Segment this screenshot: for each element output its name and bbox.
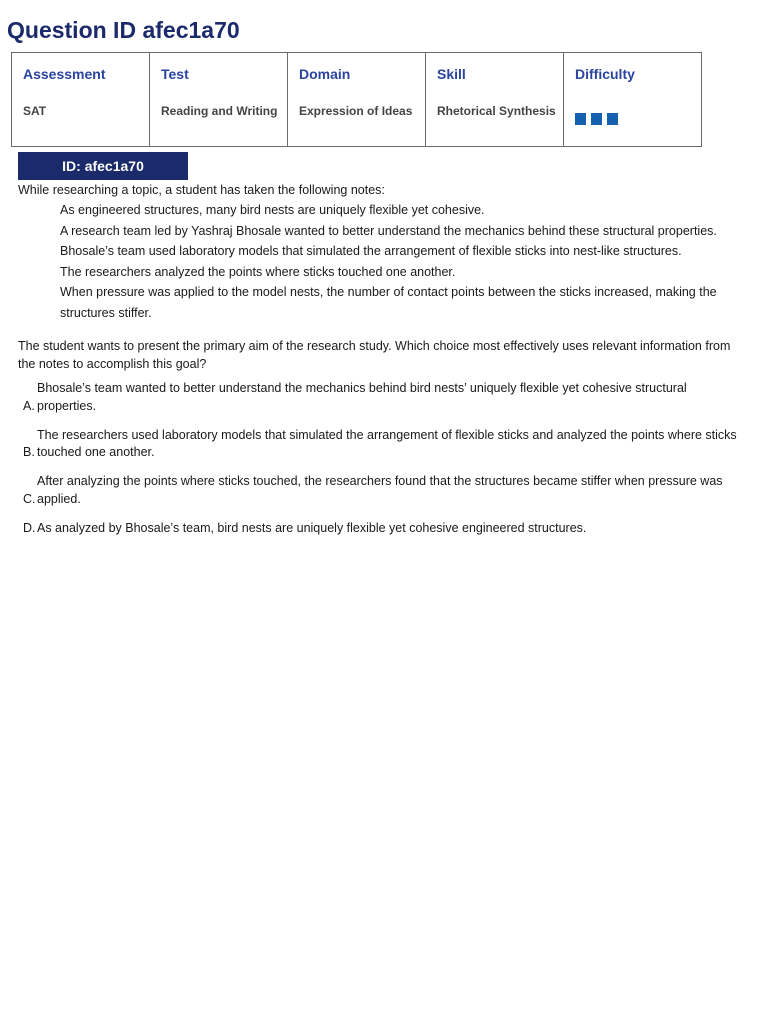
difficulty-bar: [591, 113, 602, 125]
question-prompt: The student wants to present the primary aim of the research study. Which choice most effectively uses relevant information from the notes to accomplish this goal?: [18, 339, 731, 371]
note-item: Bhosale’s team used laboratory models that simulated the arrangement of flexible sticks into nest-like structures.: [60, 244, 682, 258]
choice-letter: B.: [23, 445, 35, 459]
meta-domain-label: Domain: [299, 66, 351, 82]
meta-assessment-value: SAT: [23, 104, 47, 118]
meta-assessment-label: Assessment: [23, 66, 106, 82]
answer-choice-d[interactable]: [18, 520, 748, 538]
meta-test-value: Reading and Writing: [161, 104, 278, 118]
answer-choice-c[interactable]: [18, 473, 748, 508]
meta-domain-cell: [288, 53, 426, 147]
page-title: Question ID afec1a70: [7, 17, 240, 43]
question-meta-table: [11, 52, 702, 147]
meta-skill-cell: [426, 53, 564, 147]
choice-letter: A.: [23, 398, 35, 413]
choice-text: Bhosale’s team wanted to better understand the mechanics behind bird nests’ uniquely flexible yet cohesive structural properties.: [37, 381, 687, 413]
choice-text: The researchers used laboratory models that simulated the arrangement of flexible sticks and analyzed the points where sticks touched one another.: [37, 427, 737, 459]
difficulty-bar: [575, 113, 586, 125]
choice-text: As analyzed by Bhosale’s team, bird nests are uniquely flexible yet cohesive engineered structures.: [37, 520, 587, 535]
question-intro: While researching a topic, a student has taken the following notes:: [18, 183, 385, 197]
answer-choice-b[interactable]: [18, 427, 748, 462]
note-item: As engineered structures, many bird nests are uniquely flexible yet cohesive.: [60, 203, 485, 217]
meta-domain-value: Expression of Ideas: [299, 104, 413, 118]
answer-choice-a[interactable]: [18, 380, 748, 415]
meta-test-label: Test: [161, 66, 189, 82]
choice-letter: C.: [23, 491, 36, 506]
meta-difficulty-label: Difficulty: [575, 66, 635, 82]
difficulty-bar: [607, 113, 618, 125]
answer-choices: [18, 380, 748, 549]
difficulty-indicator: [575, 113, 618, 125]
meta-skill-label: Skill: [437, 66, 466, 82]
meta-test-cell: [150, 53, 288, 147]
note-item: When pressure was applied to the model nests, the number of contact points between the sticks increased, making the structures stiffer.: [60, 285, 717, 320]
meta-assessment-cell: [12, 53, 150, 147]
note-item: A research team led by Yashraj Bhosale wanted to better understand the mechanics behind these structural properties.: [60, 223, 717, 238]
meta-difficulty-cell: [564, 53, 702, 147]
notes-list: [60, 200, 740, 323]
meta-skill-value: Rhetorical Synthesis: [437, 104, 556, 118]
note-item: The researchers analyzed the points where sticks touched one another.: [60, 264, 456, 279]
question-id-badge: ID: afec1a70: [18, 152, 188, 180]
choice-letter: D.: [23, 520, 36, 535]
choice-text: After analyzing the points where sticks touched, the researchers found that the structures became stiffer when pressure was applied.: [37, 474, 723, 506]
